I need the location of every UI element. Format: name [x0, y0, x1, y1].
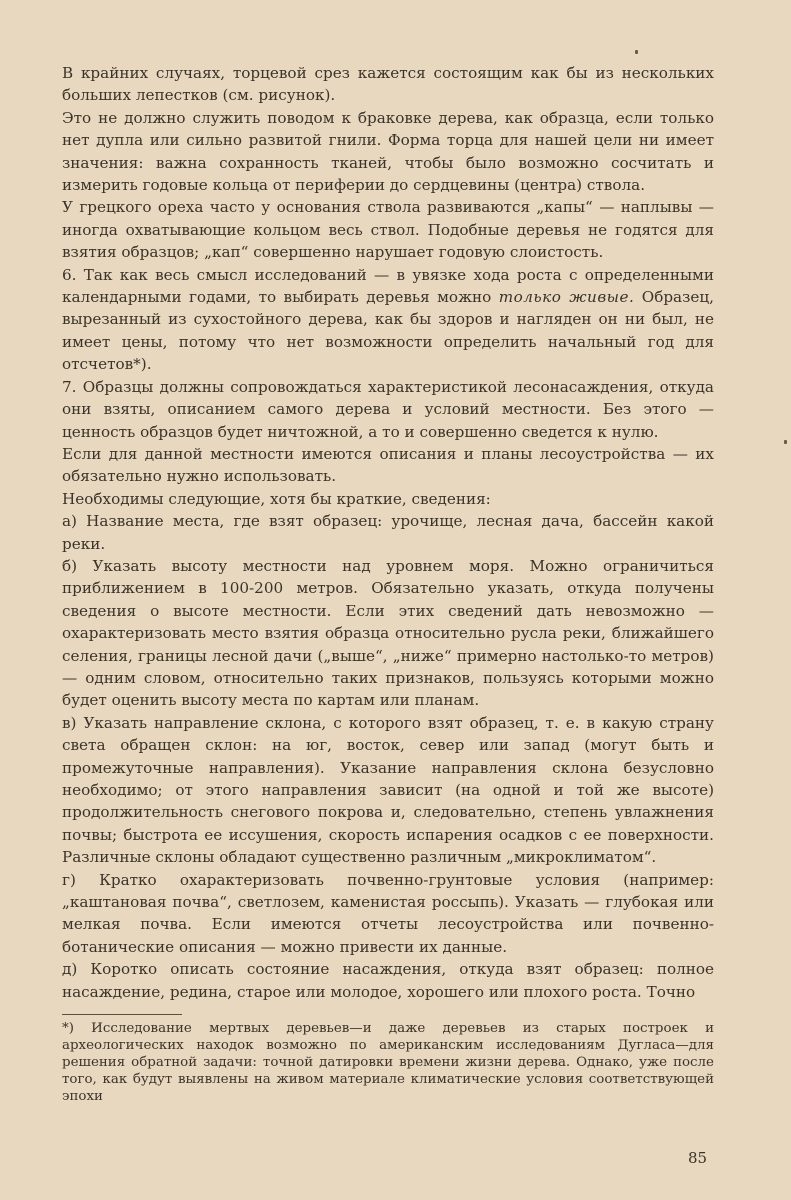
paragraph-text: 6. Так как весь смысл исследований — в увязке хода роста с определенными календарными годами, то выбирать деревья можно — [62, 265, 714, 307]
print-speck — [635, 50, 638, 54]
paragraph-text: Образец, вырезанный из сухостойного дерева, как бы здоров и нагляден он ни был, не имеет цены, потому что нет возможности определить начальный год для отсчетов*). — [62, 288, 714, 374]
footnote-divider — [62, 1014, 182, 1015]
page-number: 85 — [688, 1149, 708, 1167]
footnote: *) Исследование мертвых деревьев—и даже деревьев из старых построек и археологических находок возможно по американским исследованиям Дугласа—для решения обратной задачи: точной датировки времени жизни дерева. Однако, уже после того, как будут выявлены на живом материале климатические условия соответствующей эпохи — [62, 1021, 714, 1104]
paragraph: У грецкого ореха часто у основания ствола развиваются „капы“ — наплывы — иногда охватывающие кольцом весь ствол. Подобные деревья не годятся для взятия образцов; „кап“ совершенно нарушает годовую слоистость. — [62, 198, 714, 262]
emphasis-text: только живые. — [498, 288, 635, 307]
paragraph: В крайних случаях, торцевой срез кажется состоящим как бы из нескольких больших лепестков (см. рисунок). — [62, 64, 714, 105]
print-speck — [784, 440, 787, 444]
paragraph — [62, 264, 714, 376]
list-item: б) Указать высоту местности над уровнем моря. Можно ограничиться приближением в 100-200 метров. Обязательно указать, откуда получены сведения о высоте местности. Если этих сведений дать невозможно — охарактеризовать место взятия образца относительно русла реки, ближайшего селения, границы лесной дачи („выше“, „ниже“ примерно настолько-то метров) — одним словом, относительно таких признаков, пользуясь которыми можно будет оценить высоту места по картам или планам. — [62, 556, 714, 710]
list-item: в) Указать направление склона, с которого взят образец, т. е. в какую страну света обращен склон: на юг, восток, север или запад (могут быть и промежуточные направления). Указание направления склона безусловно необходимо; от этого направления зависит (на одной и той же высоте) продолжительность снегового покрова и, следовательно, степень увлажнения почвы; быстрота ее иссушения, скорость испарения осадков с ее поверхности. Различные склоны обладают существенно различным „микроклиматом“. — [62, 713, 714, 867]
paragraph: Если для данной местности имеются описания и планы лесоустройства — их обязательно нужно использовать. — [62, 444, 714, 486]
paragraph: 7. Образцы должны сопровождаться характеристикой лесонасаждения, откуда они взяты, описанием самого дерева и условий местности. Без этого — ценность образцов будет ничтожной, а то и совершенно сведется к нулю. — [62, 377, 714, 441]
list-item: г) Кратко охарактеризовать почвенно-грунтовые условия (например: „каштановая почва“, светлозем, каменистая россыпь). Указать — глубокая или мелкая почва. Если имеются отчеты лесоустройства или почвенно-ботанические описания — можно привести их данные. — [62, 870, 714, 956]
list-item: д) Коротко описать состояние насаждения, откуда взят образец: полное насаждение, редина, старое или молодое, хорошего или плохого роста. Точно — [62, 960, 714, 1001]
main-text — [62, 62, 714, 1003]
list-item: а) Название места, где взят образец: урочище, лесная дача, бассейн какой реки. — [62, 512, 714, 553]
paragraph: Это не должно служить поводом к браковке дерева, как образца, если только нет дупла или сильно развитой гнили. Форма торца для нашей цели ни имеет значения: важна сохранность тканей, чтобы было возможно сосчитать и измерить годовые кольца от периферии до сердцевины (центра) ствола. — [62, 108, 714, 195]
paragraph: Необходимы следующие, хотя бы краткие, сведения: — [62, 489, 491, 508]
